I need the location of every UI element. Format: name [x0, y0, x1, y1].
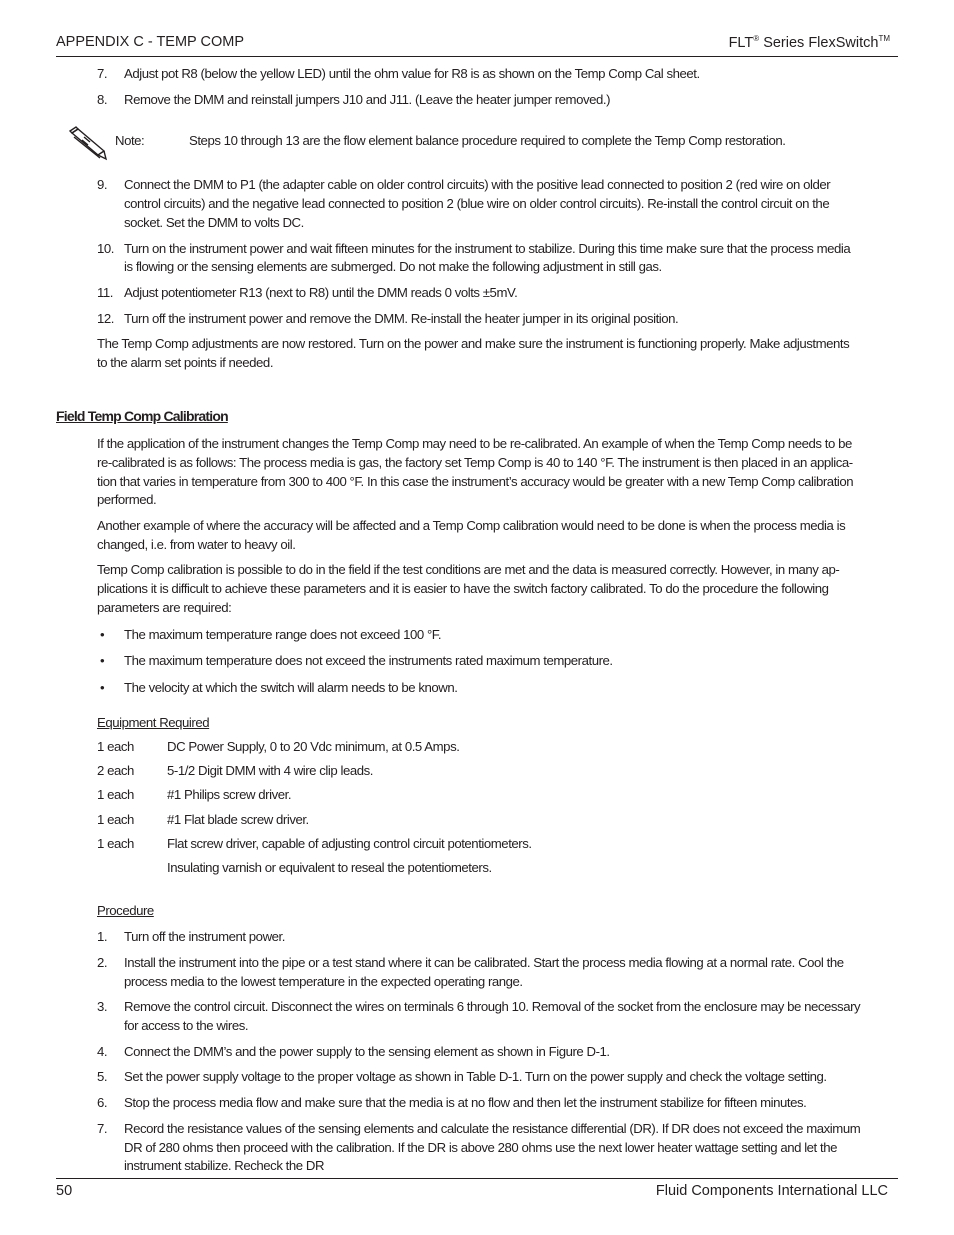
step-line: Remove the control circuit. Disconnect the wires on terminals 6 through 10. Removal of the socket from the enclosure may be necessary — [124, 999, 861, 1014]
paragraph-line: If the application of the instrument changes the Temp Comp may need to be re-calibrated. An example of when the Temp Comp needs to be — [97, 436, 852, 451]
paragraph-line: The Temp Comp adjustments are now restored. Turn on the power and make sure the instrument is functioning properly. Make adjustments — [97, 336, 850, 351]
footer-company: Fluid Components International LLC — [655, 1183, 888, 1199]
step-line: process media to the lowest temperature in the expected operating range. — [124, 974, 523, 989]
step-number: 9. — [97, 177, 108, 192]
note-label: Note: — [115, 133, 145, 148]
equipment-qty: 2 each — [97, 763, 134, 778]
step-line: control circuits) and the negative lead connected to position 2 (blue wire on older control circuits). Re-install the control circuit on the — [124, 196, 830, 211]
page-header — [56, 34, 898, 57]
equipment-item: #1 Philips screw driver. — [167, 787, 292, 802]
step-number: 6. — [97, 1095, 108, 1110]
equipment-item: Flat screw driver, capable of adjusting control circuit potentiometers. — [167, 836, 532, 851]
header-product-series: Series FlexSwitch — [759, 34, 879, 51]
paragraph-line: re-calibrated is as follows: The process media is gas, the factory set Temp Comp is 40 to 140 °F. The instrument is then placed in an applica- — [97, 455, 853, 470]
paragraph-line: plications it is difficult to achieve these parameters and it is easier to have the switch factory calibrated. To do the procedure the following — [97, 581, 829, 596]
step-line: Connect the DMM’s and the power supply to the sensing element as shown in Figure D-1. — [124, 1044, 610, 1059]
step-number: 8. — [97, 92, 108, 107]
page-number: 50 — [56, 1183, 73, 1199]
step-line: Connect the DMM to P1 (the adapter cable on older control circuits) with the positive lead connected to position 2 (red wire on older — [124, 177, 831, 192]
page-footer — [56, 1178, 898, 1199]
header-product-name — [729, 34, 890, 51]
step-line: is flowing or the sensing elements are submerged. Do not make the following adjustment in still gas. — [124, 259, 662, 274]
equipment-heading: Equipment Required — [97, 715, 210, 730]
step-line: Turn off the instrument power. — [124, 929, 285, 944]
equipment-item: Insulating varnish or equivalent to reseal the potentiometers. — [167, 860, 492, 875]
equipment-qty: 1 each — [97, 836, 134, 851]
step-line: Install the instrument into the pipe or a test stand where it can be calibrated. Start the process media flowing at a normal rate. Cool the — [124, 955, 844, 970]
list-item: The maximum temperature does not exceed the instruments rated maximum temperature. — [124, 653, 613, 668]
registered-mark: ® — [753, 34, 760, 43]
step-line: Stop the process media flow and make sure that the media is at no flow and then let the instrument stabilize for fifteen minutes. — [124, 1095, 807, 1110]
step-line: for access to the wires. — [124, 1018, 249, 1033]
bullet-icon: • — [100, 680, 105, 695]
paragraph-line: Temp Comp calibration is possible to do in the field if the test conditions are met and the data is measured correctly. However, in many ap- — [97, 562, 840, 577]
step-line: Turn off the instrument power and remove the DMM. Re-install the heater jumper in its original position. — [124, 311, 679, 326]
step-line: Record the resistance values of the sensing elements and calculate the resistance differential (DR). If DR does not exceed the maximum — [124, 1121, 861, 1136]
equipment-item: DC Power Supply, 0 to 20 Vdc minimum, at 0.5 Amps. — [167, 739, 460, 754]
step-text: Adjust pot R8 (below the yellow LED) until the ohm value for R8 is as shown on the Temp Comp Cal sheet. — [124, 66, 700, 81]
step-number: 5. — [97, 1069, 108, 1084]
paragraph-line: performed. — [97, 492, 157, 507]
paragraph-line: tion that varies in temperature from 300 to 400 °F. In this case the instrument’s accuracy would be greater with a new Temp Comp calibration — [97, 474, 854, 489]
paragraph-line: to the alarm set points if needed. — [97, 355, 274, 370]
list-item: The maximum temperature range does not exceed 100 °F. — [124, 627, 442, 642]
step-text: Remove the DMM and reinstall jumpers J10 and J11. (Leave the heater jumper removed.) — [124, 92, 611, 107]
step-number: 1. — [97, 929, 108, 944]
step-number: 12. — [97, 311, 114, 326]
equipment-item: 5-1/2 Digit DMM with 4 wire clip leads. — [167, 763, 373, 778]
step-line: Adjust potentiometer R13 (next to R8) until the DMM reads 0 volts ±5mV. — [124, 285, 518, 300]
step-number: 3. — [97, 999, 108, 1014]
bullet-icon: • — [100, 627, 105, 642]
paragraph-line: parameters are required: — [97, 600, 232, 615]
bullet-icon: • — [100, 653, 105, 668]
header-section-title: APPENDIX C - TEMP COMP — [56, 34, 244, 50]
step-number: 7. — [97, 66, 108, 81]
equipment-qty: 1 each — [97, 787, 134, 802]
pencil-note-icon — [68, 125, 112, 161]
section-heading: Field Temp Comp Calibration — [56, 408, 228, 424]
step-number: 11. — [97, 285, 114, 300]
note-text: Steps 10 through 13 are the flow element balance procedure required to complete the Temp Comp restoration. — [189, 133, 786, 148]
step-number: 2. — [97, 955, 108, 970]
equipment-item: #1 Flat blade screw driver. — [167, 812, 309, 827]
step-number: 7. — [97, 1121, 108, 1136]
paragraph-line: Another example of where the accuracy will be affected and a Temp Comp calibration would need to be done is when the process media is — [97, 518, 846, 533]
equipment-qty: 1 each — [97, 812, 134, 827]
step-line: socket. Set the DMM to volts DC. — [124, 215, 304, 230]
step-number: 10. — [97, 241, 114, 256]
step-line: DR of 280 ohms then proceed with the calibration. If the DR is above 280 ohms use the next lower heater wattage setting and let the — [124, 1140, 837, 1155]
header-product-flt: FLT — [728, 34, 754, 51]
equipment-qty: 1 each — [97, 739, 134, 754]
trademark-mark: TM — [878, 34, 890, 43]
paragraph-line: changed, i.e. from water to heavy oil. — [97, 537, 296, 552]
procedure-heading: Procedure — [97, 903, 154, 918]
list-item: The velocity at which the switch will alarm needs to be known. — [124, 680, 458, 695]
step-number: 4. — [97, 1044, 108, 1059]
step-line: instrument stabilize. Recheck the DR — [124, 1158, 325, 1173]
step-line: Set the power supply voltage to the proper voltage as shown in Table D-1. Turn on the power supply and check the voltage setting. — [124, 1069, 827, 1084]
step-line: Turn on the instrument power and wait fifteen minutes for the instrument to stabilize. During this time make sure that the process media — [124, 241, 851, 256]
